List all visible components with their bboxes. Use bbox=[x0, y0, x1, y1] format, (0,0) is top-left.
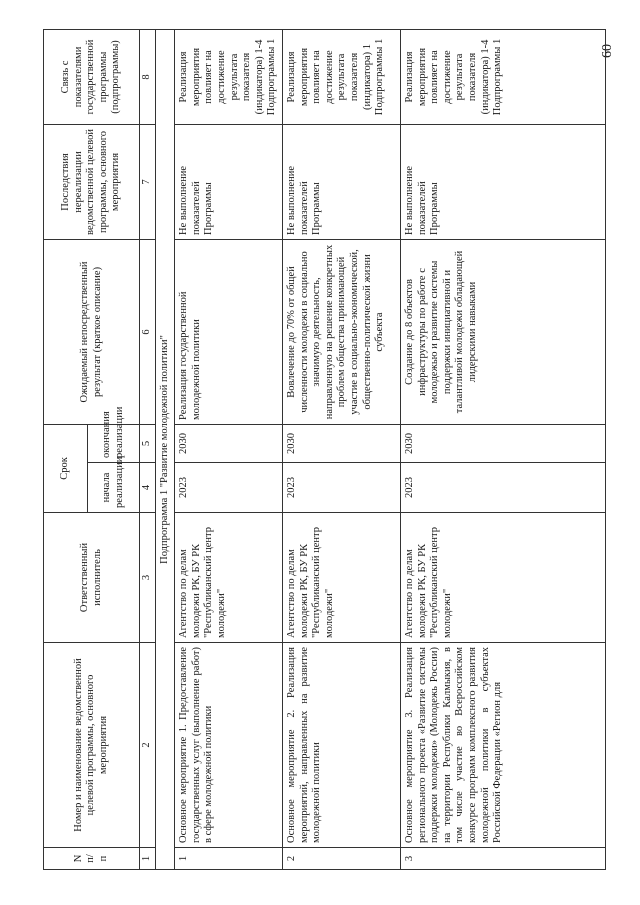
row-link: Реализация мероприятия повлияет на достижение результата показателя (индикатора) 1 Подпрограммы 1 bbox=[282, 29, 400, 124]
row-link: Реализация мероприятия повлияет на достижение результата показателя (индикатора) 1-4 Подпрограммы 1 bbox=[400, 29, 605, 124]
table-row bbox=[175, 29, 283, 869]
header-start: начала реализации bbox=[88, 463, 140, 513]
row-end: 2030 bbox=[282, 424, 400, 462]
row-executor: Агентство по делам молодежи РК, БУ РК "Республиканский центр молодежи" bbox=[282, 513, 400, 643]
row-name: Основное мероприятие 2. Реализация мероприятий, направленных на развитие молодежной политики bbox=[282, 643, 400, 848]
row-consequences: Не выполнение показателей Программы bbox=[175, 124, 283, 239]
header-term: Срок bbox=[44, 424, 88, 512]
row-consequences: Не выполнение показателей Программы bbox=[282, 124, 400, 239]
header-end: окончания реализации bbox=[88, 424, 140, 462]
row-executor: Агентство по делам молодежи РК, БУ РК "Республиканский центр молодежи" bbox=[175, 513, 283, 643]
row-end: 2030 bbox=[400, 424, 605, 462]
header-name: Номер и наименование ведомственной целевой программы, основного мероприятия bbox=[44, 643, 140, 848]
row-result: Реализация государственной молодежной политики bbox=[175, 239, 283, 424]
row-result: Создание до 8 объектов инфраструктуры по работе с молодежью и развитие системы поддержки инициативной и талантливой молодежи обладающей лидерскими навыками bbox=[400, 239, 605, 424]
row-start: 2023 bbox=[282, 463, 400, 513]
row-link: Реализация мероприятия повлияет на достижение результата показателя (индикатора) 1-4 Подпрограммы 1 bbox=[175, 29, 283, 124]
row-consequences: Не выполнение показателей Программы bbox=[400, 124, 605, 239]
col-number-2: 2 bbox=[140, 643, 156, 848]
header-executor: Ответственный исполнитель bbox=[44, 513, 140, 643]
row-name: Основное мероприятие 3. Реализация регионального проекта «Развитие системы поддержки молодежи» (Молодежь России) на территории Республики Калмыкия, в том числе участие во Всероссийском конкурсе программ комплексного развития молодежной политики в субъектах Российской Федерации «Регион для bbox=[400, 643, 605, 848]
header-num: N п/п bbox=[44, 848, 140, 870]
row-end: 2030 bbox=[175, 424, 283, 462]
col-number-7: 7 bbox=[140, 124, 156, 239]
header-consequences: Последствия нереализации ведомственной целевой программы, основного мероприятия bbox=[44, 124, 140, 239]
col-number-1: 1 bbox=[140, 848, 156, 870]
subprogram-title: Подпрограмма 1 "Развитие молодежной политики" bbox=[155, 29, 175, 869]
header-result: Ожидаемый непосредственный результат (краткое описание) bbox=[44, 239, 140, 424]
col-number-3: 3 bbox=[140, 513, 156, 643]
col-number-4: 4 bbox=[140, 463, 156, 513]
col-number-8: 8 bbox=[140, 29, 156, 124]
program-table bbox=[43, 29, 606, 870]
col-number-6: 6 bbox=[140, 239, 156, 424]
row-name: Основное мероприятие 1. Предоставление государственных услуг (выполнение работ) в сфере молодежной политики bbox=[175, 643, 283, 848]
table-row bbox=[282, 29, 400, 869]
row-result: Вовлечение до 70% от общей численности молодежи в социально значимую деятельность, направленную на решение конкретных проблем общества принимающей участие в социально-экономической, общественно-политической жизни субъекта bbox=[282, 239, 400, 424]
header-link: Связь с показателями государственной программы (подпрограммы) bbox=[44, 29, 140, 124]
page-number: 60 bbox=[600, 44, 615, 58]
row-executor: Агентство по делам молодежи РК, БУ РК "Республиканский центр молодежи" bbox=[400, 513, 605, 643]
row-start: 2023 bbox=[175, 463, 283, 513]
col-number-5: 5 bbox=[140, 424, 156, 462]
row-start: 2023 bbox=[400, 463, 605, 513]
rotated-table-wrapper bbox=[43, 30, 578, 870]
row-num: 3 bbox=[400, 848, 605, 870]
table-row bbox=[400, 29, 605, 869]
row-num: 2 bbox=[282, 848, 400, 870]
row-num: 1 bbox=[175, 848, 283, 870]
